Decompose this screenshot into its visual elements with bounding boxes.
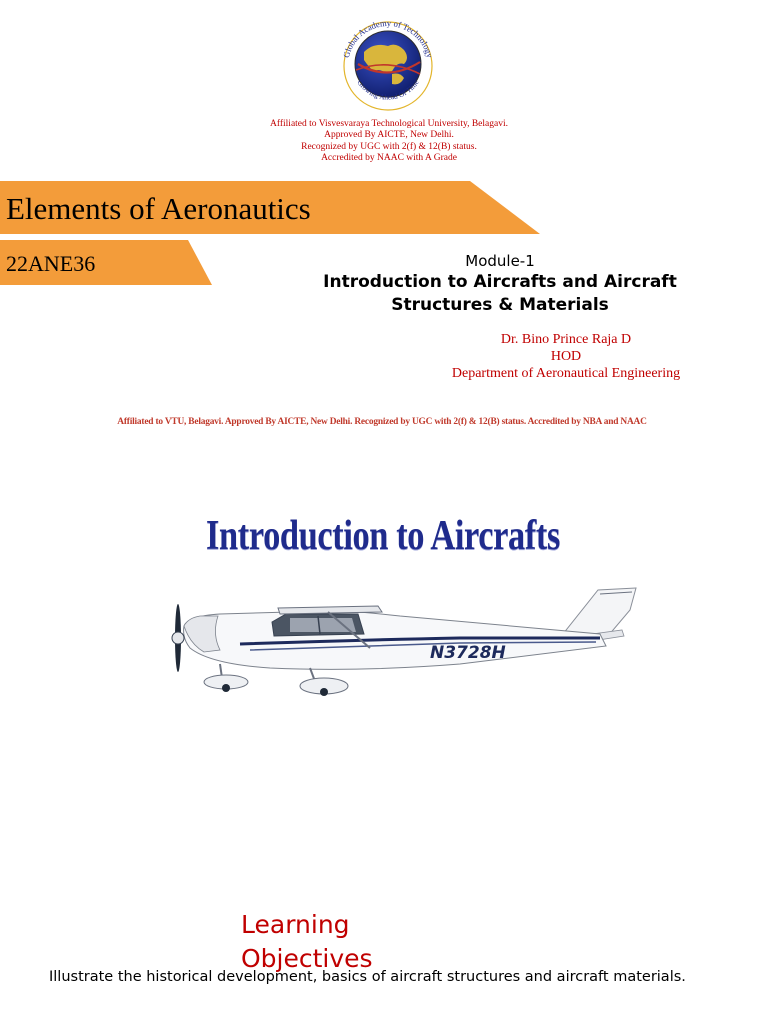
logo-ring-bottom-text: Growing Ahead Of Time [355, 78, 421, 102]
module-label: Module-1 [465, 252, 535, 270]
course-code: 22ANE36 [6, 251, 96, 276]
affiliation-line: Approved By AICTE, New Delhi. [324, 130, 454, 141]
institution-logo [334, 12, 442, 116]
author-role: HOD [550, 349, 582, 364]
learning-objectives-text: Illustrate the historical development, basics of aircraft structures and aircraft materials. [49, 969, 686, 985]
course-title: Elements of Aeronautics [6, 191, 311, 226]
learning-objectives-heading [241, 908, 401, 976]
logo-ring-top-text: Global Academy of Technology [340, 17, 436, 59]
aircraft-registration: N3728H [430, 643, 506, 663]
affiliation-line: Accredited by NAAC with A Grade [321, 153, 457, 164]
author-name: Dr. Bino Prince Raja D [500, 332, 632, 347]
affiliation-line: Affiliated to Visvesvaraya Technological University, Belagavi. [270, 119, 508, 129]
affiliation-footer: Affiliated to VTU, Belagavi. Approved By AICTE, New Delhi. Recognized by UGC with 2(f) & 12(B) status. Accredited by NBA and NAAC [117, 417, 647, 427]
author-department: Department of Aeronautical Engineering [451, 366, 681, 381]
affiliation-block [0, 119, 768, 165]
learning-objectives-heading-text: Learning Objectives [241, 910, 373, 973]
aircraft-image [160, 586, 640, 698]
slide-heading: Introduction to Aircrafts [206, 513, 560, 559]
affiliation-line: Recognized by UGC with 2(f) & 12(B) status. [301, 141, 477, 152]
module-title: Introduction to Aircrafts and Aircraft Structures & Materials [323, 272, 677, 315]
